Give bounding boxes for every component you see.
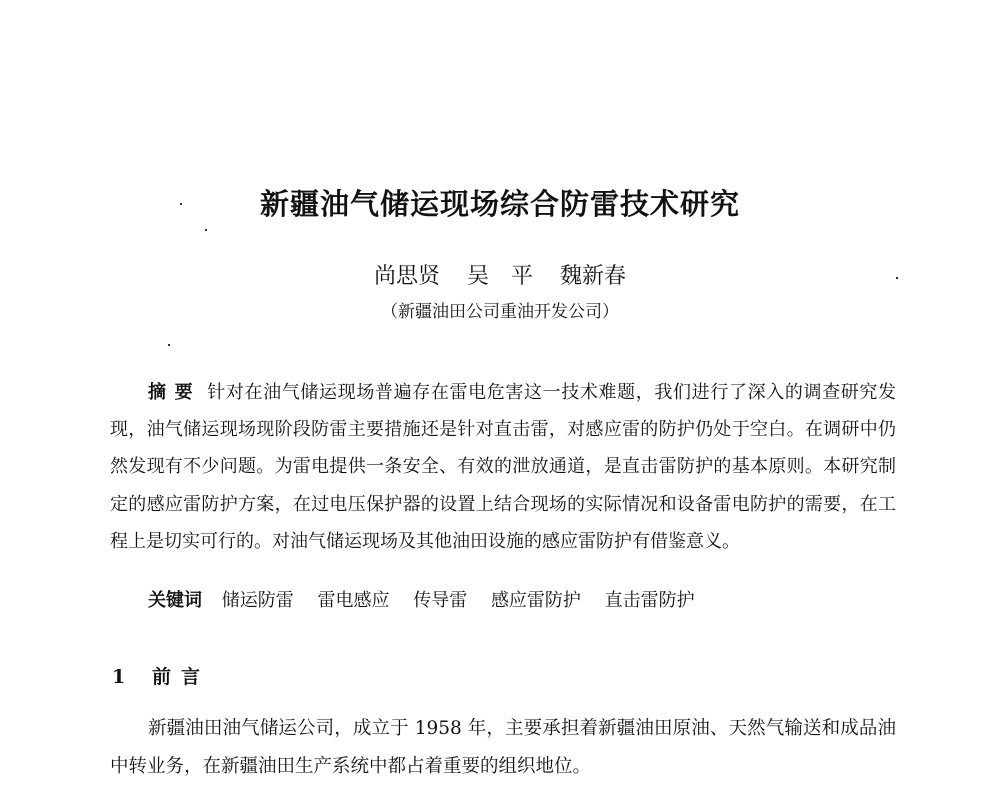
scan-speck bbox=[168, 344, 170, 346]
keyword: 直击雷防护 bbox=[604, 590, 695, 611]
abstract-label: 摘要 bbox=[148, 382, 202, 403]
section-number: 1 bbox=[112, 666, 126, 688]
keyword: 感应雷防护 bbox=[490, 590, 581, 611]
author-affiliation: （新疆油田公司重油开发公司） bbox=[381, 302, 619, 322]
author-name: 尚思贤 bbox=[373, 264, 440, 289]
author-list bbox=[0, 262, 1000, 292]
paper-title: 新疆油气储运现场综合防雷技术研究 bbox=[259, 187, 740, 221]
section-title: 前言 bbox=[152, 666, 211, 688]
abstract-text: 针对在油气储运现场普遍存在雷电危害这一技术难题，我们进行了深入的调查研究发现，油气储运现场现阶段防雷主要措施还是针对直击雷，对感应雷的防护仍处于空白。在调研中仍然发现有不少问题。为雷电提供一条安全、有效的泄放通道，是直击雷防护的基本原则。本研究制定的感应雷防护方案，在过电压保护器的设置上结合现场的实际情况和设备雷电防护的需要，在工程上是切实可行的。对油气储运现场及其他油田设施的感应雷防护有借鉴意义。 bbox=[110, 382, 896, 552]
scan-speck bbox=[205, 229, 207, 231]
keyword: 传导雷 bbox=[413, 590, 468, 611]
abstract bbox=[110, 374, 896, 560]
keywords-label: 关键词 bbox=[148, 590, 202, 611]
keyword: 储运防雷 bbox=[221, 590, 294, 611]
author-name: 魏新春 bbox=[560, 264, 627, 289]
body-paragraph: 新疆油田油气储运公司，成立于 1958 年，主要承担着新疆油田原油、天然气输送和成品油中转业务，在新疆油田生产系统中都占着重要的组织地位。 bbox=[110, 718, 896, 777]
keyword: 雷电感应 bbox=[317, 590, 390, 611]
author-name: 吴 平 bbox=[466, 264, 533, 289]
keywords bbox=[148, 586, 713, 616]
